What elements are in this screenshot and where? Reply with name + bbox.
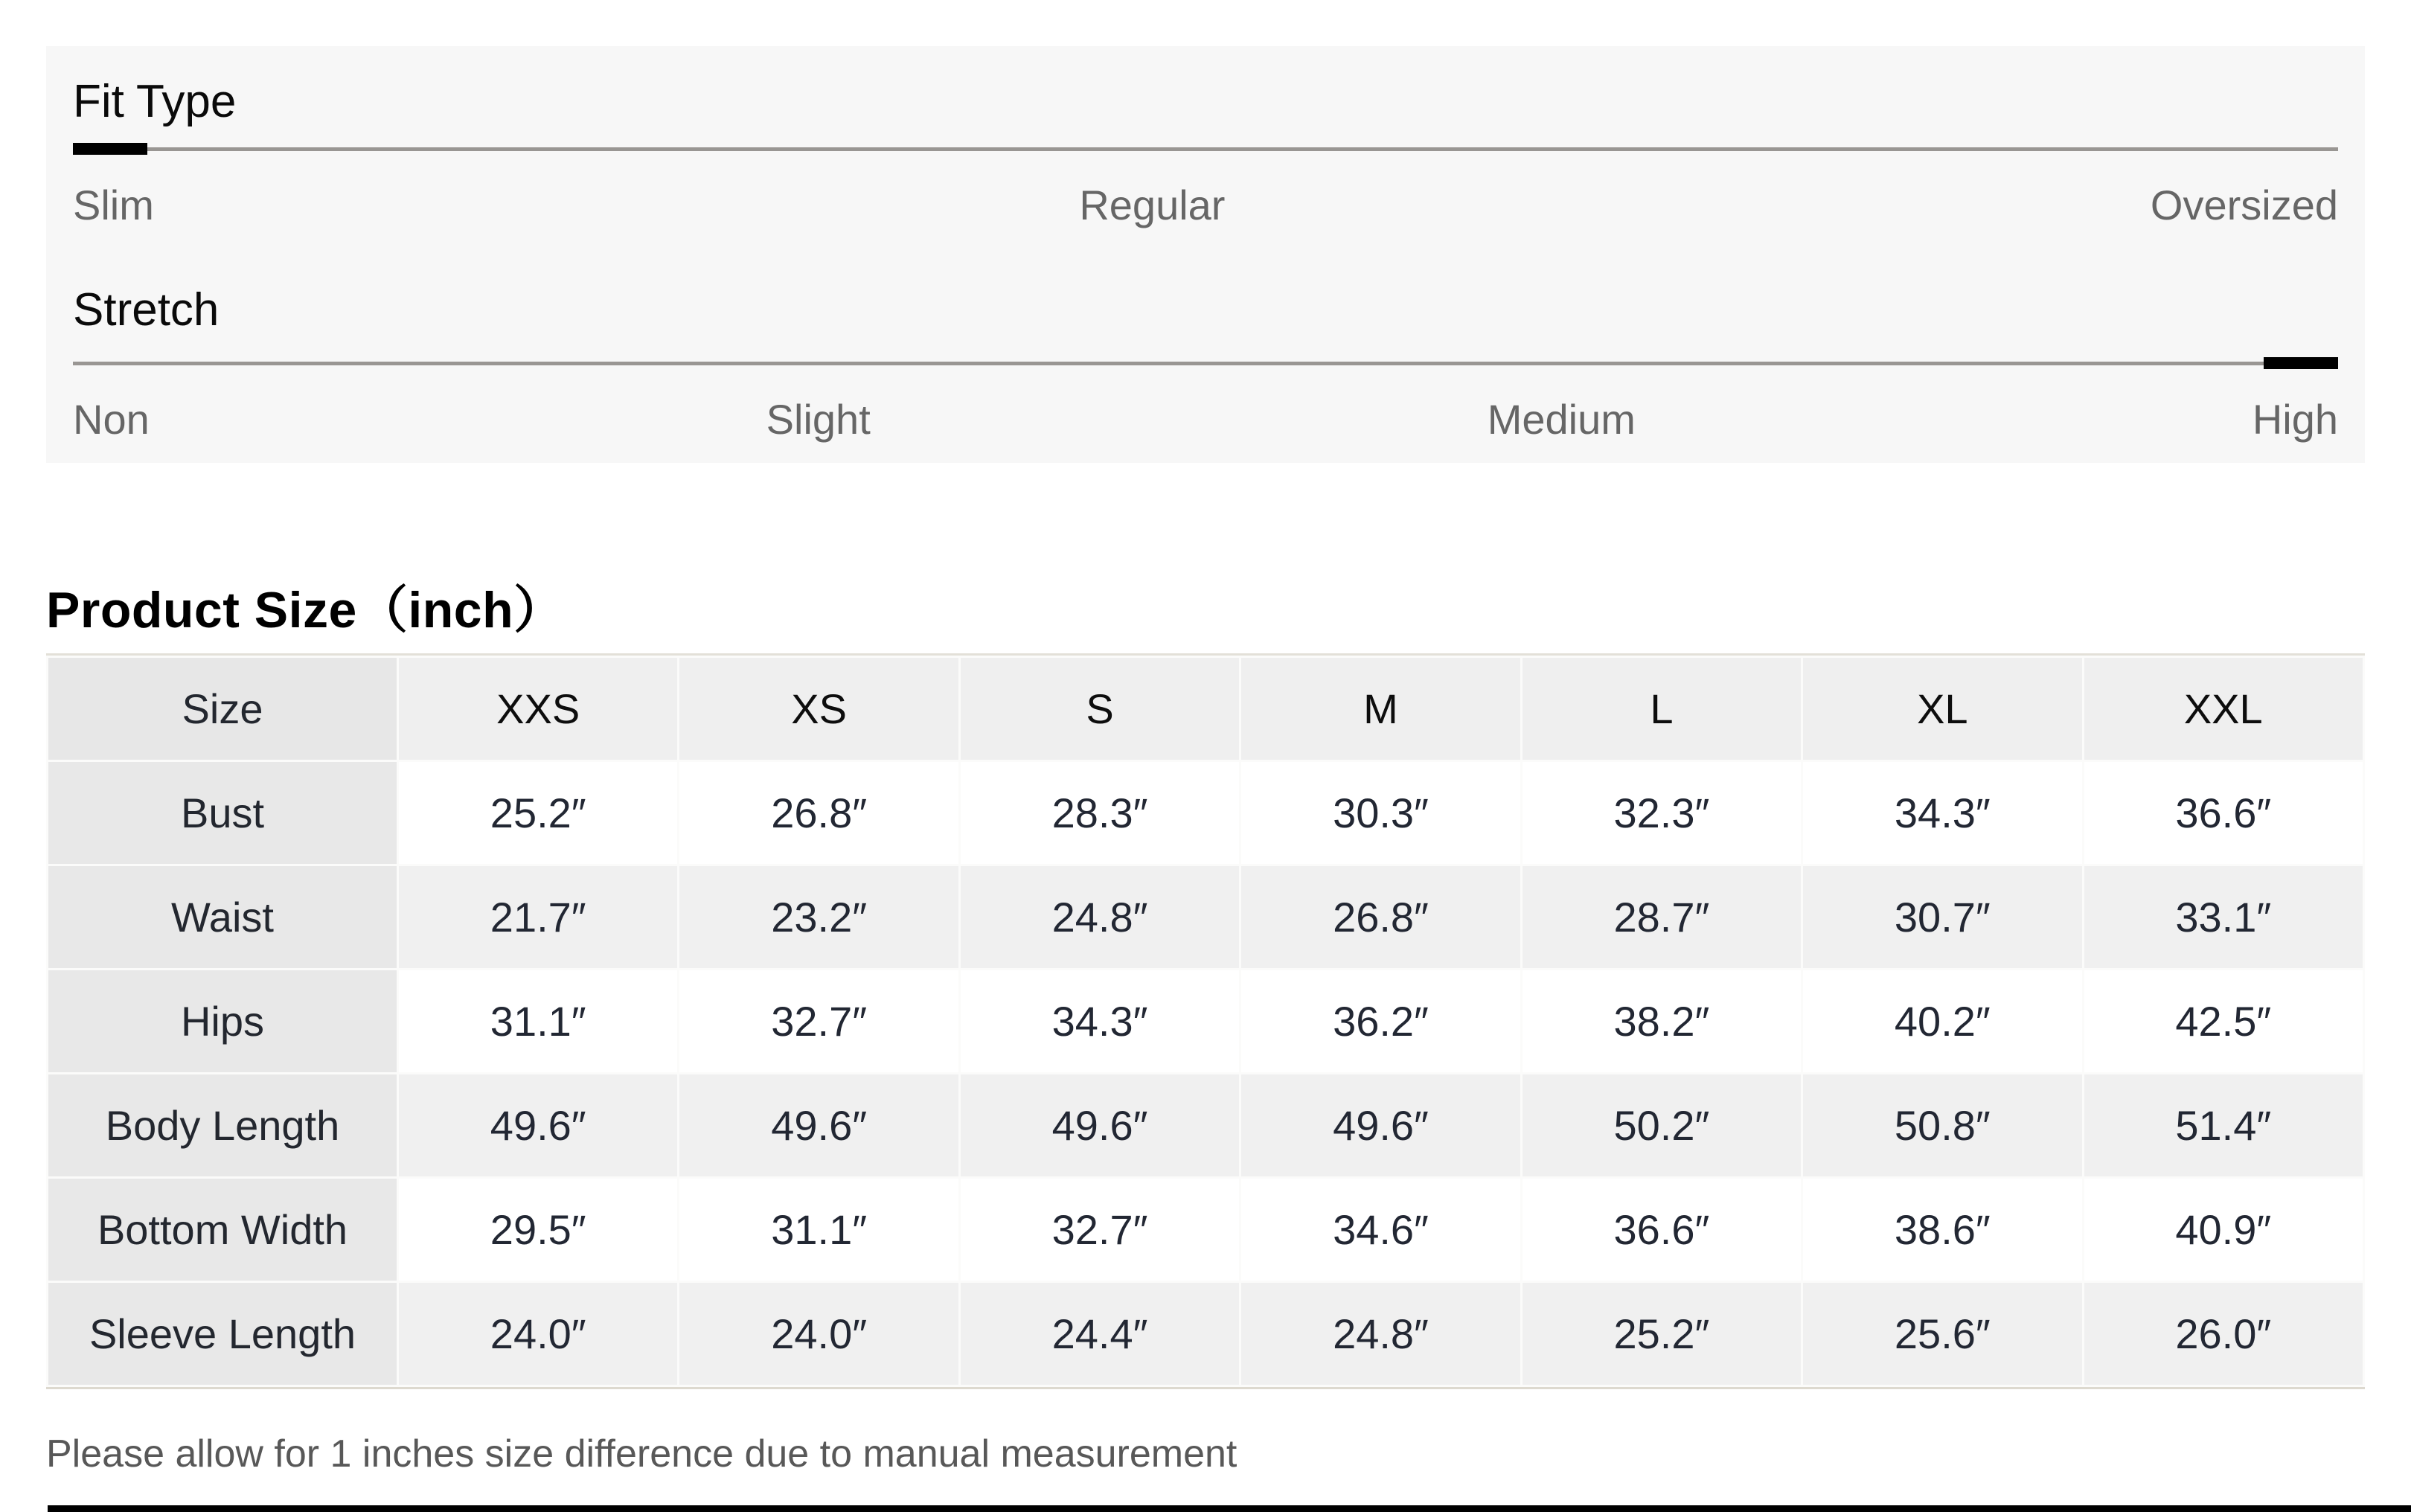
fit-type-slider[interactable] xyxy=(73,141,2338,156)
size-value-cell: 49.6″ xyxy=(679,1074,958,1176)
row-label: Bust xyxy=(48,762,397,864)
size-value-cell: 42.5″ xyxy=(2084,970,2363,1072)
size-value-cell: 36.6″ xyxy=(2084,762,2363,864)
size-table-wrapper xyxy=(46,653,2365,1389)
bottom-cutoff-bar xyxy=(48,1505,2411,1512)
size-table-row-body-length xyxy=(48,1074,2363,1176)
size-value-cell: 50.2″ xyxy=(1523,1074,1801,1176)
size-table-header-row xyxy=(48,658,2363,760)
stretch-slider-track xyxy=(73,362,2338,365)
size-table xyxy=(46,656,2365,1387)
size-value-cell: 34.3″ xyxy=(1803,762,2081,864)
fit-type-title: Fit Type xyxy=(73,76,237,127)
size-table-row-hips xyxy=(48,970,2363,1072)
column-header-s: S xyxy=(961,658,1239,760)
row-label: Waist xyxy=(48,866,397,968)
size-value-cell: 21.7″ xyxy=(399,866,677,968)
size-value-cell: 25.2″ xyxy=(399,762,677,864)
column-header-xxl: XXL xyxy=(2084,658,2363,760)
slider-option-oversized[interactable]: Oversized xyxy=(2150,182,2338,228)
column-header-xl: XL xyxy=(1803,658,2081,760)
size-value-cell: 32.7″ xyxy=(961,1179,1239,1281)
slider-option-slight[interactable]: Slight xyxy=(766,396,871,443)
stretch-option-labels xyxy=(73,396,2338,443)
row-label: Hips xyxy=(48,970,397,1072)
size-value-cell: 24.4″ xyxy=(961,1283,1239,1385)
column-header-xxs: XXS xyxy=(399,658,677,760)
size-value-cell: 49.6″ xyxy=(961,1074,1239,1176)
fit-type-slider-handle[interactable] xyxy=(73,143,147,155)
slider-option-high[interactable]: High xyxy=(2252,396,2338,443)
size-value-cell: 28.3″ xyxy=(961,762,1239,864)
slider-option-medium[interactable]: Medium xyxy=(1487,396,1636,443)
size-table-row-sleeve-length xyxy=(48,1283,2363,1385)
size-value-cell: 29.5″ xyxy=(399,1179,677,1281)
slider-option-regular[interactable]: Regular xyxy=(1079,182,1226,228)
product-size-heading: Product Size（inch） xyxy=(46,582,565,639)
size-value-cell: 30.3″ xyxy=(1241,762,1520,864)
stretch-title: Stretch xyxy=(73,284,220,336)
size-table-row-waist xyxy=(48,866,2363,968)
fit-attributes-panel xyxy=(46,46,2365,463)
row-label: Bottom Width xyxy=(48,1179,397,1281)
fit-type-option-labels xyxy=(73,182,2338,229)
column-header-l: L xyxy=(1523,658,1801,760)
stretch-slider[interactable] xyxy=(73,356,2338,371)
size-table-row-bust xyxy=(48,762,2363,864)
size-value-cell: 24.8″ xyxy=(961,866,1239,968)
size-value-cell: 34.6″ xyxy=(1241,1179,1520,1281)
size-value-cell: 32.3″ xyxy=(1523,762,1801,864)
size-value-cell: 24.0″ xyxy=(399,1283,677,1385)
size-value-cell: 50.8″ xyxy=(1803,1074,2081,1176)
size-value-cell: 31.1″ xyxy=(679,1179,958,1281)
size-value-cell: 23.2″ xyxy=(679,866,958,968)
slider-option-non[interactable]: Non xyxy=(73,396,150,443)
size-value-cell: 26.8″ xyxy=(1241,866,1520,968)
size-value-cell: 51.4″ xyxy=(2084,1074,2363,1176)
size-value-cell: 32.7″ xyxy=(679,970,958,1072)
size-value-cell: 25.6″ xyxy=(1803,1283,2081,1385)
size-table-row-bottom-width xyxy=(48,1179,2363,1281)
size-value-cell: 33.1″ xyxy=(2084,866,2363,968)
stretch-slider-handle[interactable] xyxy=(2264,357,2338,369)
row-label: Sleeve Length xyxy=(48,1283,397,1385)
size-value-cell: 24.8″ xyxy=(1241,1283,1520,1385)
size-value-cell: 49.6″ xyxy=(399,1074,677,1176)
size-value-cell: 26.0″ xyxy=(2084,1283,2363,1385)
size-value-cell: 38.2″ xyxy=(1523,970,1801,1072)
size-value-cell: 36.2″ xyxy=(1241,970,1520,1072)
slider-option-slim[interactable]: Slim xyxy=(73,182,154,228)
size-value-cell: 28.7″ xyxy=(1523,866,1801,968)
size-value-cell: 26.8″ xyxy=(679,762,958,864)
size-value-cell: 25.2″ xyxy=(1523,1283,1801,1385)
size-value-cell: 24.0″ xyxy=(679,1283,958,1385)
column-header-m: M xyxy=(1241,658,1520,760)
fit-type-slider-track xyxy=(73,147,2338,151)
size-value-cell: 40.9″ xyxy=(2084,1179,2363,1281)
size-value-cell: 30.7″ xyxy=(1803,866,2081,968)
size-value-cell: 34.3″ xyxy=(961,970,1239,1072)
size-value-cell: 36.6″ xyxy=(1523,1179,1801,1281)
size-value-cell: 49.6″ xyxy=(1241,1074,1520,1176)
column-header-size: Size xyxy=(48,658,397,760)
size-value-cell: 31.1″ xyxy=(399,970,677,1072)
size-value-cell: 40.2″ xyxy=(1803,970,2081,1072)
size-value-cell: 38.6″ xyxy=(1803,1179,2081,1281)
size-table-body xyxy=(48,762,2363,1385)
column-header-xs: XS xyxy=(679,658,958,760)
measurement-note: Please allow for 1 inches size difference due to manual measurement xyxy=(46,1432,1237,1476)
row-label: Body Length xyxy=(48,1074,397,1176)
